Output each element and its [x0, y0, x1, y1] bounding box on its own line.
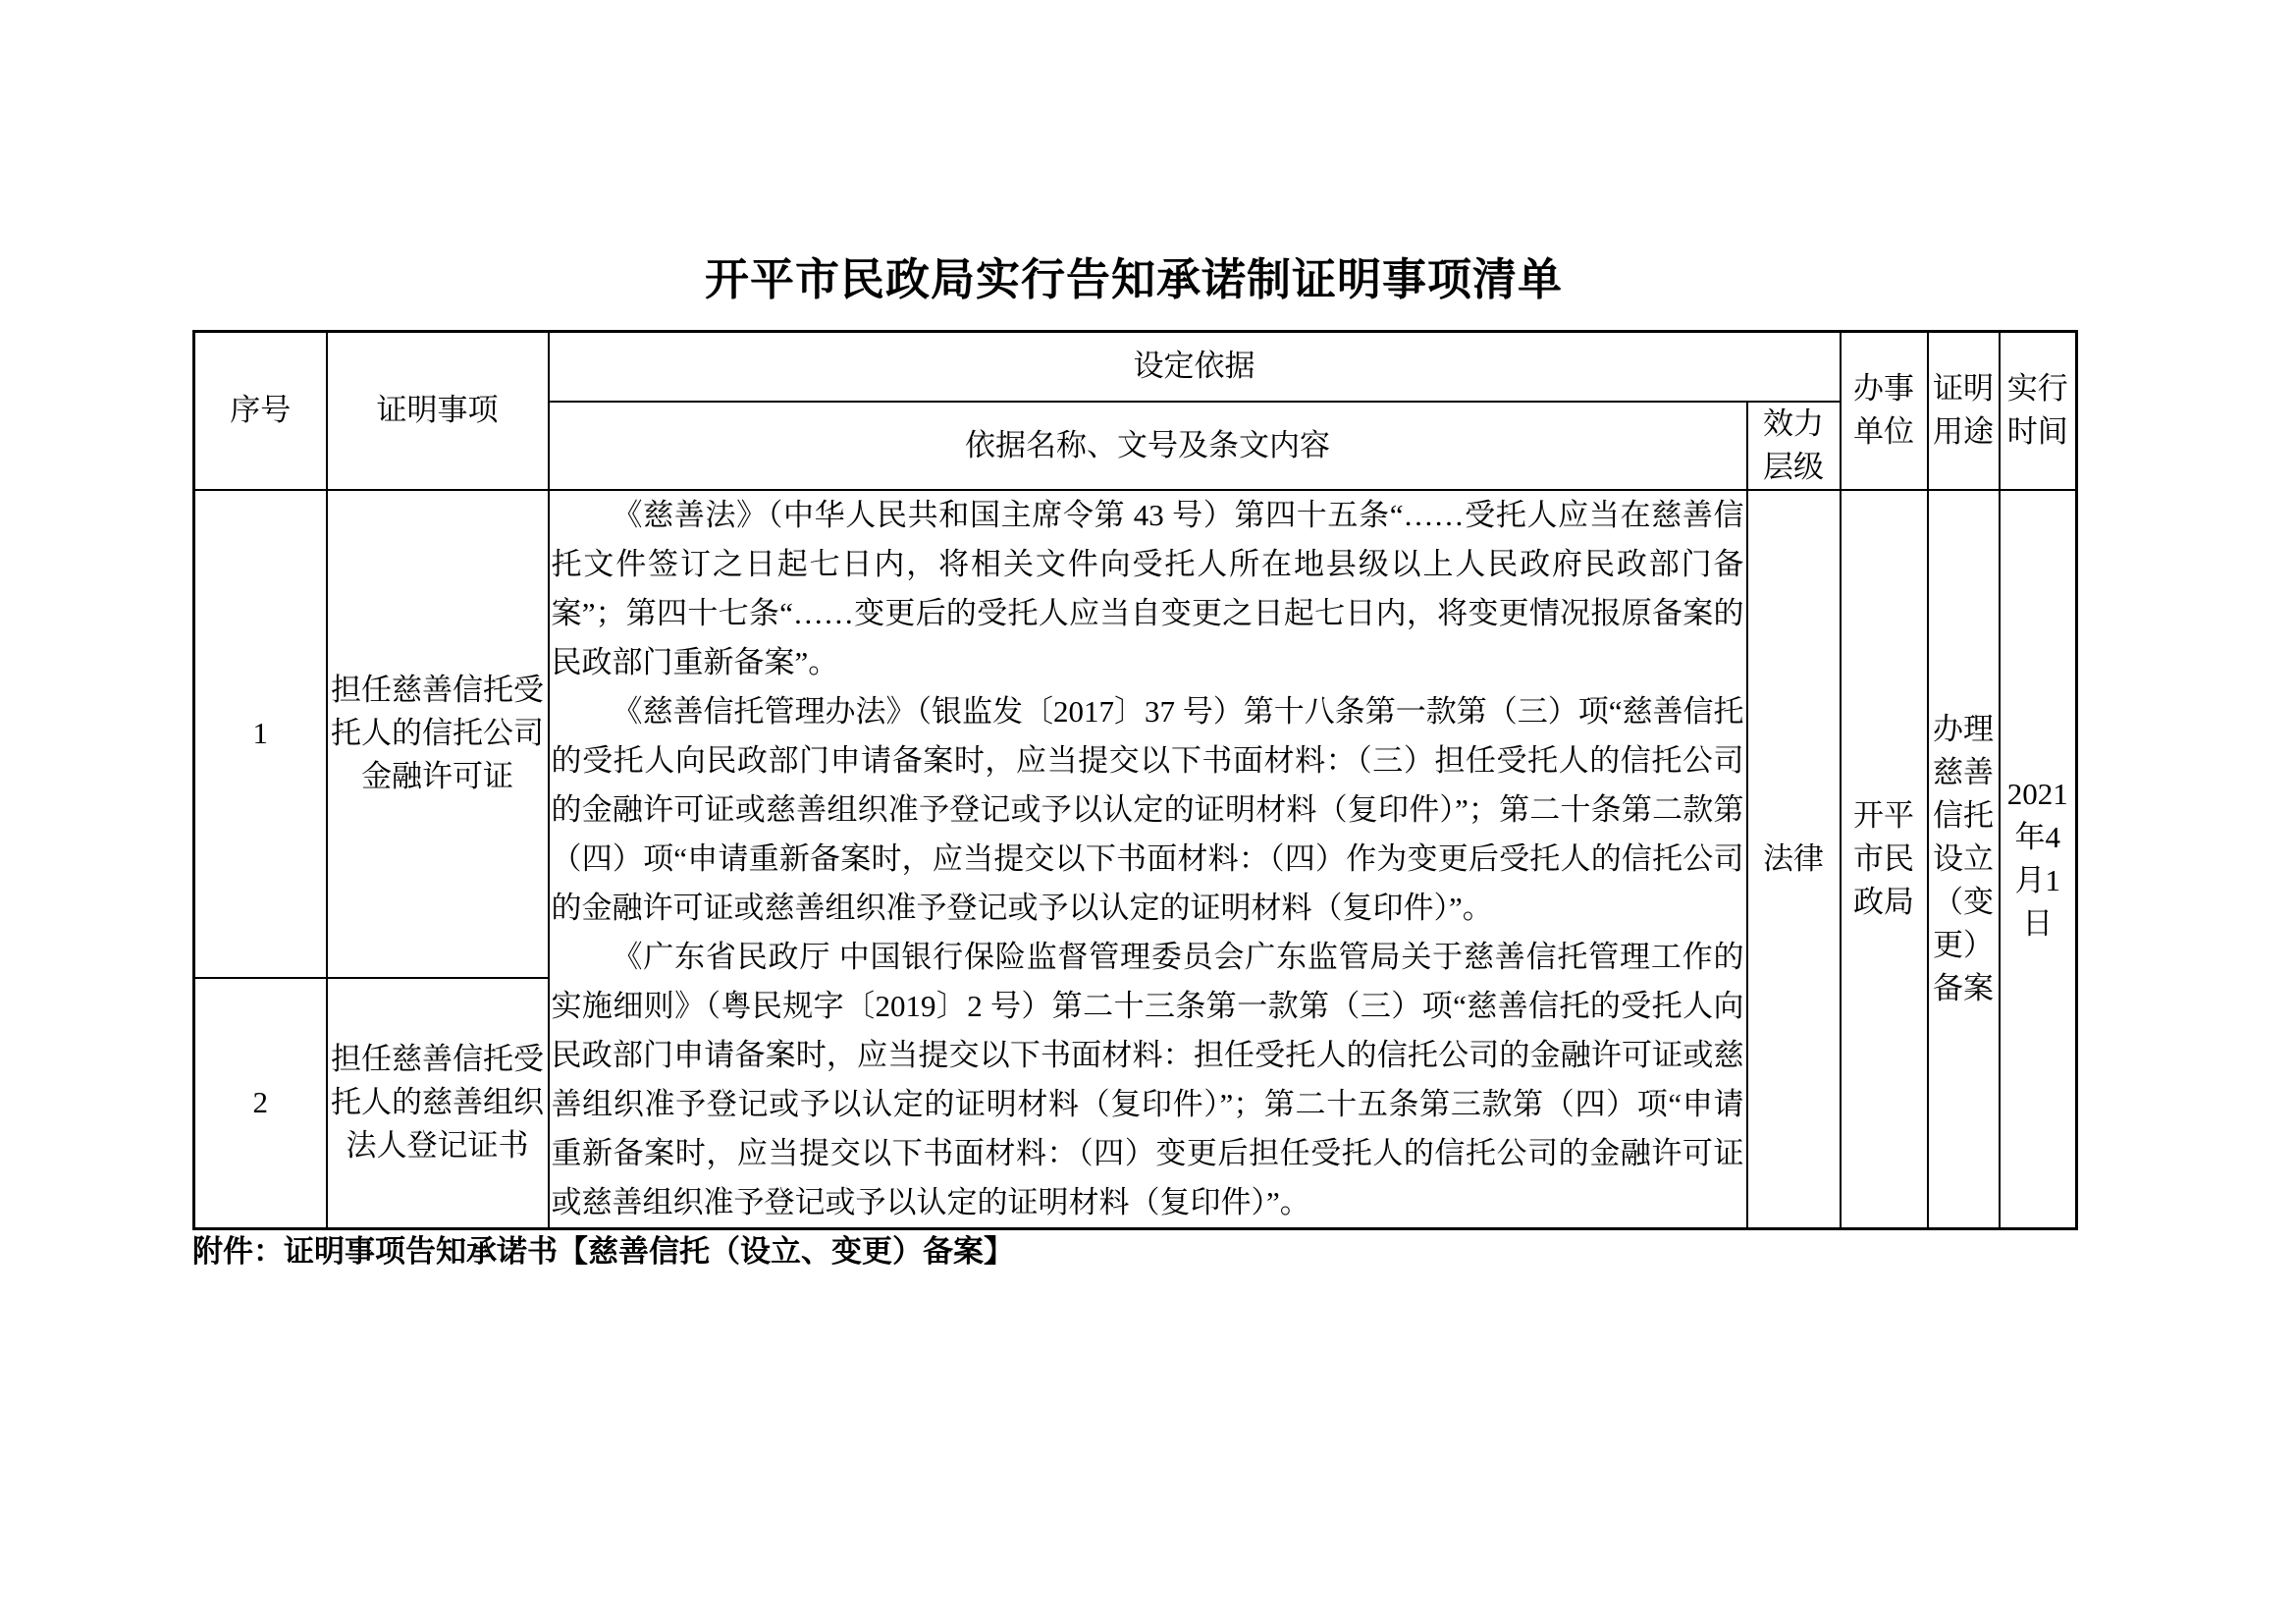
basis-paragraph-1: 《慈善法》（中华人民共和国主席令第 43 号）第四十五条“……受托人应当在慈善信托文件签订之日起七日内，将相关文件向受托人所在地县级以上人民政府民政部门备案”；第四十七条“……变更后的受托人应当自变更之日起七日内，将变更情况报原备案的民政部门重新备案”。 — [551, 497, 1744, 679]
attachment-note: 附件：证明事项告知承诺书【慈善信托（设立、变更）备案】 — [192, 1234, 1014, 1269]
cert-purpose-cell: 办理慈善信托设立（变更）备案 — [1928, 490, 2000, 1229]
column-header-basis-name: 依据名称、文号及条文内容 — [549, 402, 1747, 490]
implement-time-cell: 2021年4月1日 — [2000, 490, 2077, 1229]
basis-paragraph-2: 《慈善信托管理办法》（银监发〔2017〕37 号）第十八条第一款第（三）项“慈善信托的受托人向民政部门申请备案时，应当提交以下书面材料：（三）担任受托人的信托公司的金融许可证或慈善组织准予登记或予以认定的证明材料（复印件）”；第二十条第二款第（四）项“申请重新备案时，应当提交以下书面材料：（四）作为变更后受托人的信托公司的金融许可证或慈善组织准予登记或予以认定的证明材料（复印件）”。 — [551, 693, 1744, 925]
column-header-item: 证明事项 — [327, 332, 549, 490]
column-header-cert-purpose: 证明用途 — [1928, 332, 2000, 490]
table-row — [194, 490, 2077, 979]
header-row-1 — [194, 332, 2077, 402]
handling-unit-cell: 开平市民政局 — [1841, 490, 1928, 1229]
item-cell-2: 担任慈善信托受托人的慈善组织法人登记证书 — [327, 978, 549, 1228]
seq-cell-2: 2 — [194, 978, 327, 1228]
effect-level-cell: 法律 — [1747, 490, 1841, 1229]
column-header-effect-level: 效力层级 — [1747, 402, 1841, 490]
column-header-handling-unit: 办事单位 — [1841, 332, 1928, 490]
seq-cell-1: 1 — [194, 490, 327, 979]
basis-paragraph-3: 《广东省民政厅 中国银行保险监督管理委员会广东监管局关于慈善信托管理工作的实施细则》（粤民规字〔2019〕2 号）第二十三条第一款第（三）项“慈善信托的受托人向民政部门申请备案时，应当提交以下书面材料：担任受托人的信托公司的金融许可证或慈善组织准予登记或予以认定的证明材料（复印件）”；第二十五条第三款第（四）项“申请重新备案时，应当提交以下书面材料：（四）变更后担任受托人的信托公司的金融许可证或慈善组织准予登记或予以认定的证明材料（复印件）”。 — [551, 939, 1744, 1219]
basis-cell — [549, 490, 1747, 1229]
column-header-seq: 序号 — [194, 332, 327, 490]
certification-items-table — [192, 330, 2078, 1230]
column-header-implement-time: 实行时间 — [2000, 332, 2077, 490]
column-header-basis-group: 设定依据 — [549, 332, 1841, 402]
page-title: 开平市民政局实行告知承诺制证明事项清单 — [704, 255, 1563, 304]
item-cell-1: 担任慈善信托受托人的信托公司金融许可证 — [327, 490, 549, 979]
